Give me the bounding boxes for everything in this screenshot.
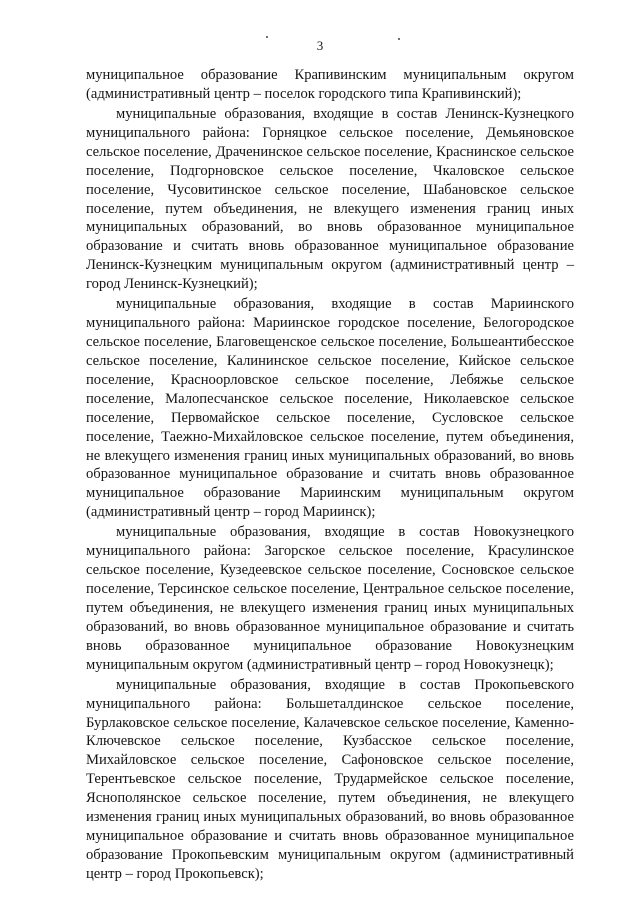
page-number: 3 [316,38,324,53]
paragraph-leninsk-kuznetsky: муниципальные образования, входящие в состав Ленинск-Кузнецкого муниципального района: Горняцкое сельское поселение, Демьяновское сельское поселение, Драченинское сельское поселение, Краснинское сельское поселение, Подгорновское сельское поселение, Чкаловское сельское поселение, Чусовитинское сельское поселение, Шабановское сельское поселение, путем объединения, не влекущего изменения границ иных муниципальных образований, во вновь образованное муниципальное образование и считать вновь образованное муниципальное образование Ленинск-Кузнецким муниципальным округом (административный центр – город Ленинск-Кузнецкий); [86,106,574,293]
paragraph-mariinsky: муниципальные образования, входящие в состав Мариинского муниципального района: Мариинское городское поселение, Белогородское сельское поселение, Благовещенское сельское поселение, Большеантибесское сельское поселение, Калининское сельское поселение, Кийское сельское поселение, Красноорловское сельское поселение, Лебяжье сельское поселение, Малопесчанское сельское поселение, Николаевское сельское поселение, Первомайское сельское поселение, Сусловское сельское поселение, Таежно-Михайловское сельское поселение, путем объединения, не влекущего изменения границ иных муниципальных образований, во вновь образованное муниципальное образование и считать вновь образованное муниципальное образование Мариинским муниципальным округом (административный центр – город Мариинск); [86,296,574,521]
paragraph-prokopyevsky: муниципальные образования, входящие в состав Прокопьевского муниципального района: Большеталдинское сельское поселение, Бурлаковское сельское поселение, Калачевское сельское поселение, Каменно-Ключевское сельское поселение, Кузбасское сельское поселение, Михайловское сельское поселение, Сафоновское сельское поселение, Терентьевское сельское поселение, Трудармейское сельское поселение, Яснополянское сельское поселение, путем объединения, не влекущего изменения границ иных муниципальных образований, во вновь образованное муниципальное образование и считать вновь образованное муниципальное образование Прокопьевским муниципальным округом (административный центр – город Прокопьевск); [86,676,574,882]
paragraph-krapivinsky: муниципальное образование Крапивинским муниципальным округом (административный центр – поселок городского типа Крапивинский); [86,67,574,102]
document-body [86,66,574,885]
paragraph-novokuznetsky: муниципальные образования, входящие в состав Новокузнецкого муниципального района: Загорское сельское поселение, Красулинское сельское поселение, Кузедеевское сельское поселение, Сосновское сельское поселение, Терсинское сельское поселение, Центральное сельское поселение, путем объединения, не влекущего изменения границ иных муниципальных образований, во вновь образованное муниципальное образование и считать вновь образованное муниципальное образование Новокузнецким муниципальным округом (административный центр – город Новокузнецк); [86,524,574,673]
